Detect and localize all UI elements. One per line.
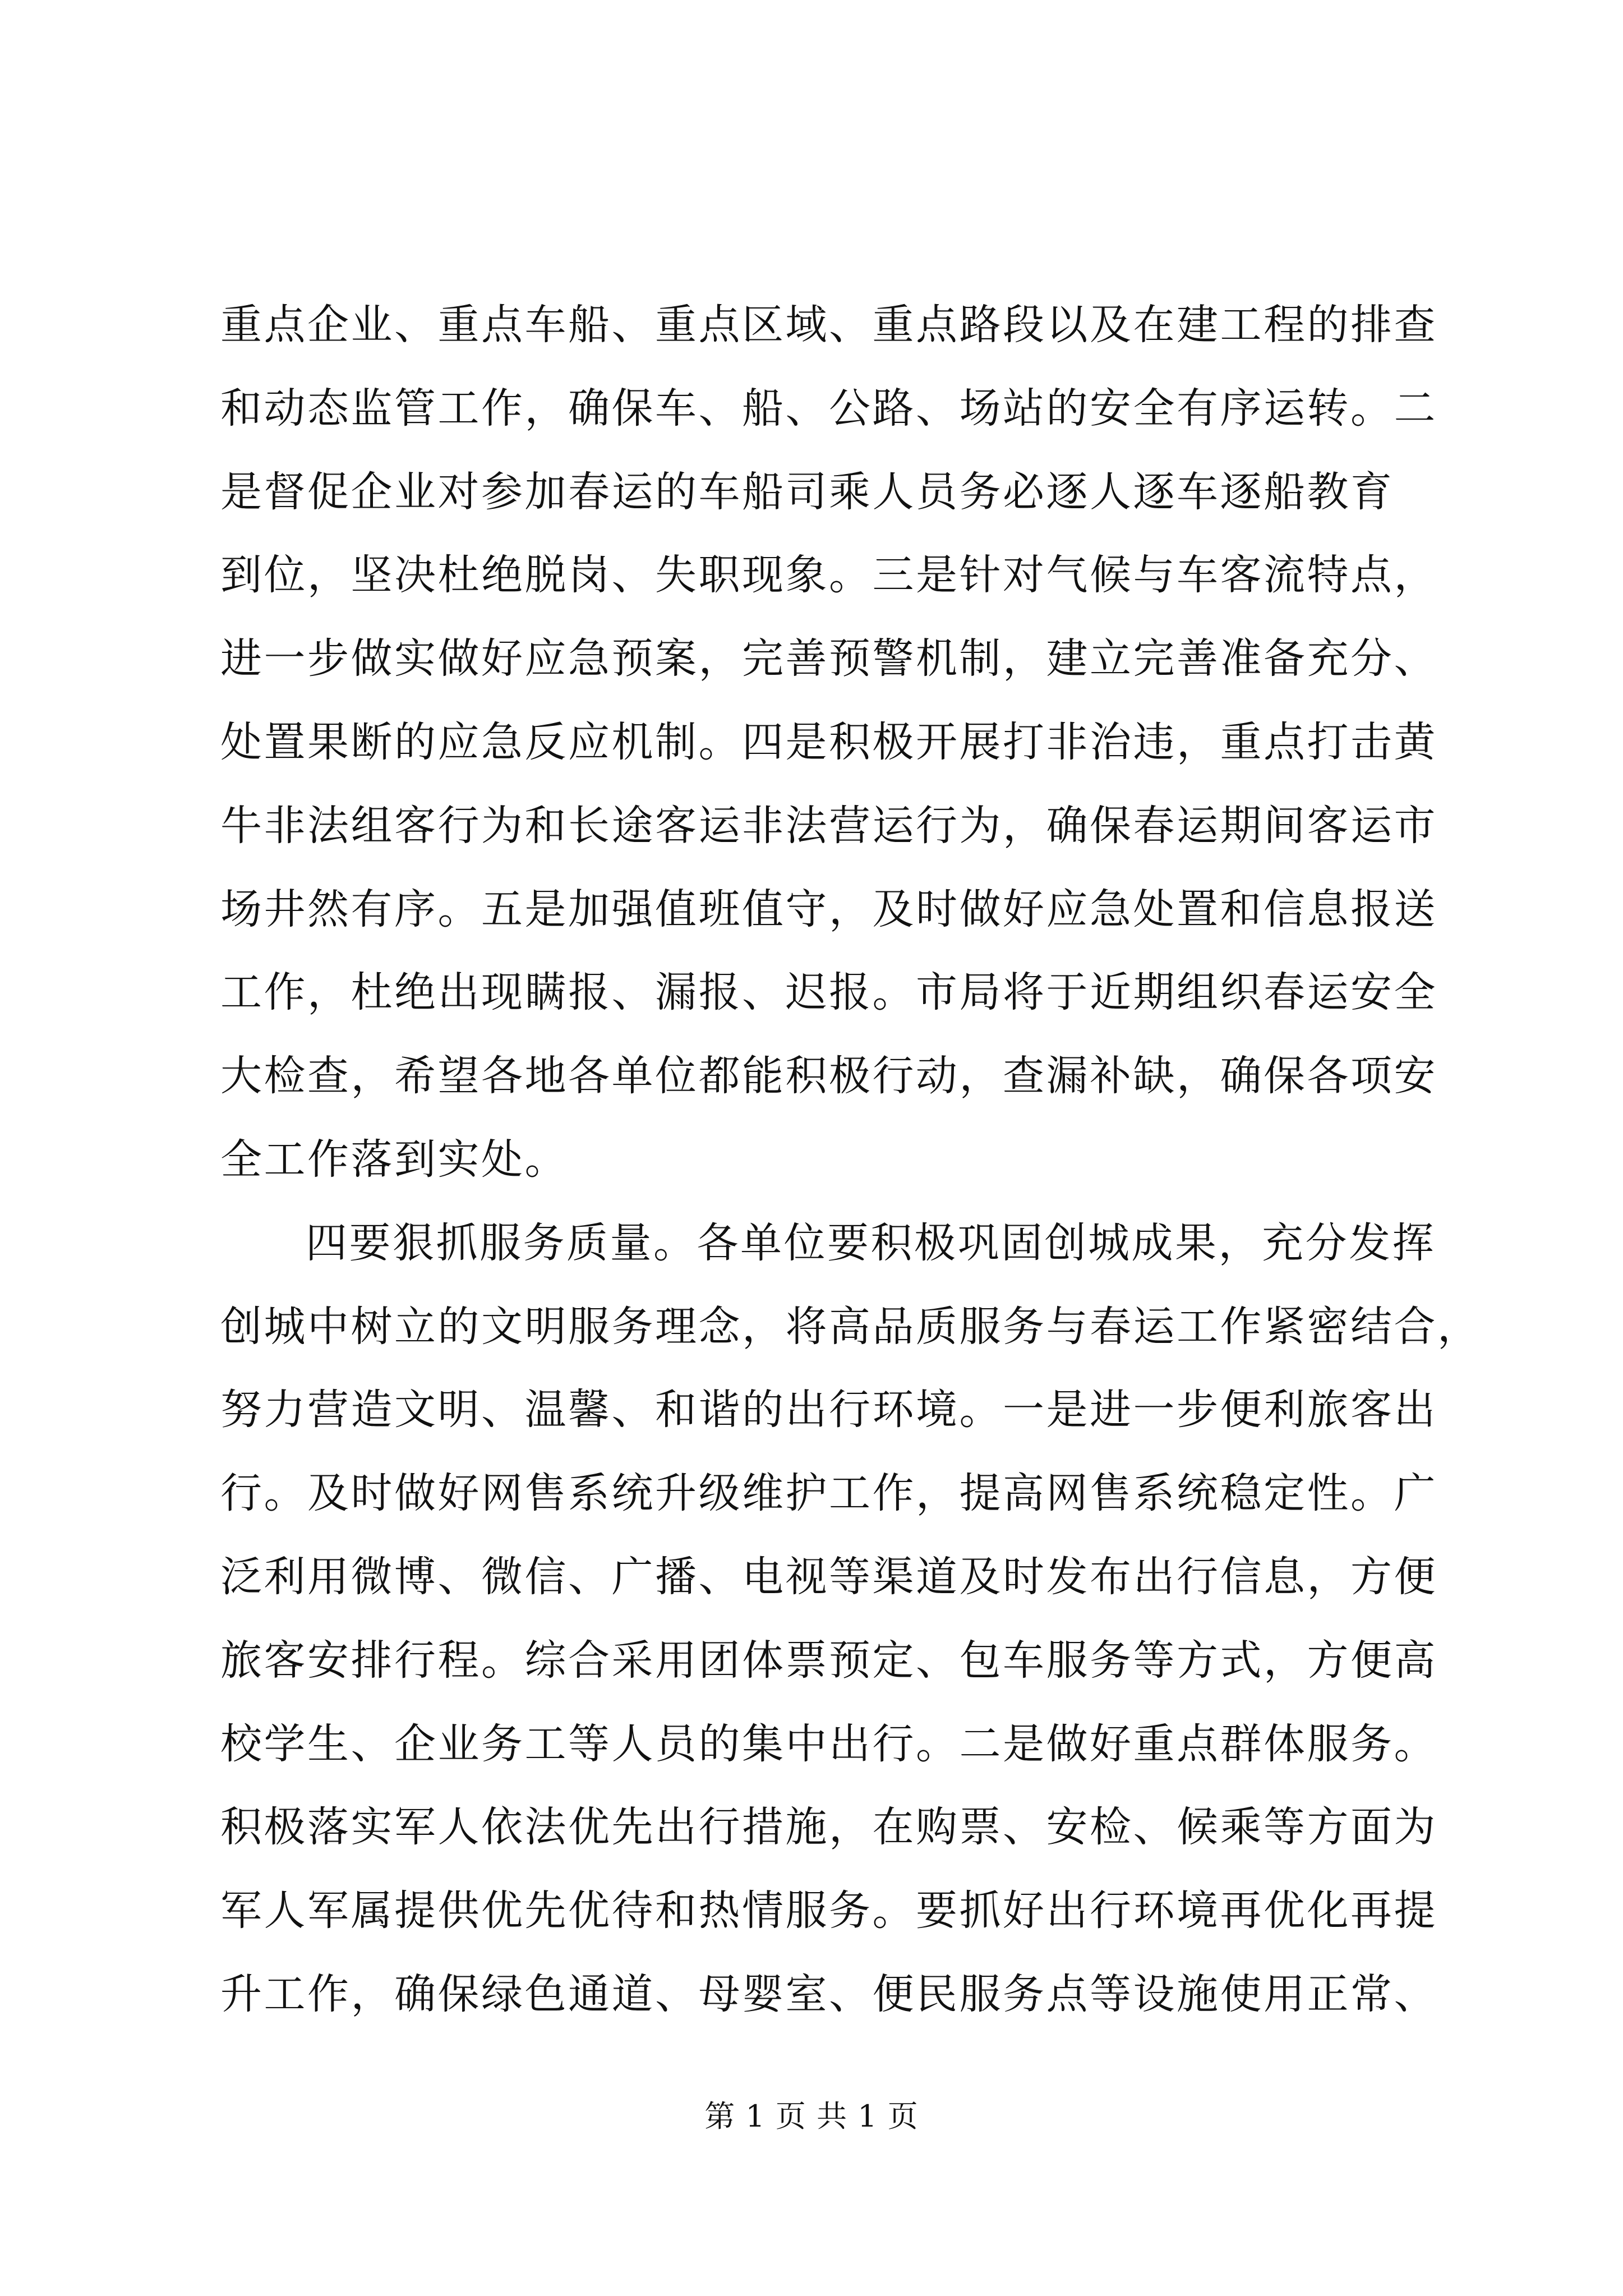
paragraph-first-line: 四要狠抓服务质量。各单位要积极巩固创城成果，充分发挥 bbox=[306, 1218, 1436, 1267]
text-line: 军人军属提供优先优待和热情服务。要抓好出行环境再优化再提 bbox=[220, 1887, 1437, 1935]
text-line: 创城中树立的文明服务理念，将高品质服务与春运工作紧密结合， bbox=[220, 1302, 1481, 1351]
document-body bbox=[220, 283, 1481, 2036]
text-line: 泛利用微博、微信、广播、电视等渠道及时发布出行信息，方便 bbox=[220, 1552, 1437, 1601]
text-line: 处置果断的应急反应机制。四是积极开展打非治违，重点打击黄 bbox=[220, 717, 1437, 766]
text-line: 努力营造文明、温馨、和谐的出行环境。一是进一步便利旅客出 bbox=[220, 1386, 1437, 1434]
text-line: 行。及时做好网售系统升级维护工作，提高网售系统稳定性。广 bbox=[220, 1469, 1437, 1518]
text-line: 进一步做实做好应急预案，完善预警机制，建立完善准备充分、 bbox=[220, 634, 1437, 683]
text-line: 是督促企业对参加春运的车船司乘人员务必逐人逐车逐船教育 bbox=[220, 467, 1394, 516]
text-line: 旅客安排行程。综合采用团体票预定、包车服务等方式，方便高 bbox=[220, 1636, 1437, 1685]
page-number-footer: 第 1 页 共 1 页 bbox=[704, 2099, 919, 2134]
text-line: 工作，杜绝出现瞒报、漏报、迟报。市局将于近期组织春运安全 bbox=[220, 968, 1437, 1017]
text-line: 牛非法组客行为和长途客运非法营运行为，确保春运期间客运市 bbox=[220, 801, 1437, 850]
text-line: 和动态监管工作，确保车、船、公路、场站的安全有序运转。二 bbox=[220, 384, 1437, 432]
text-line: 重点企业、重点车船、重点区域、重点路段以及在建工程的排查 bbox=[220, 301, 1437, 349]
text-line: 到位，坚决杜绝脱岗、失职现象。三是针对气候与车客流特点， bbox=[220, 551, 1437, 600]
text-line: 场井然有序。五是加强值班值守，及时做好应急处置和信息报送 bbox=[220, 885, 1437, 933]
text-line: 全工作落到实处。 bbox=[220, 1135, 568, 1184]
text-line: 大检查，希望各地各单位都能积极行动，查漏补缺，确保各项安 bbox=[220, 1052, 1437, 1101]
text-line: 校学生、企业务工等人员的集中出行。二是做好重点群体服务。 bbox=[220, 1719, 1437, 1768]
text-line: 升工作，确保绿色通道、母婴室、便民服务点等设施使用正常、 bbox=[220, 1970, 1437, 2018]
text-line: 积极落实军人依法优先出行措施，在购票、安检、候乘等方面为 bbox=[220, 1803, 1437, 1852]
